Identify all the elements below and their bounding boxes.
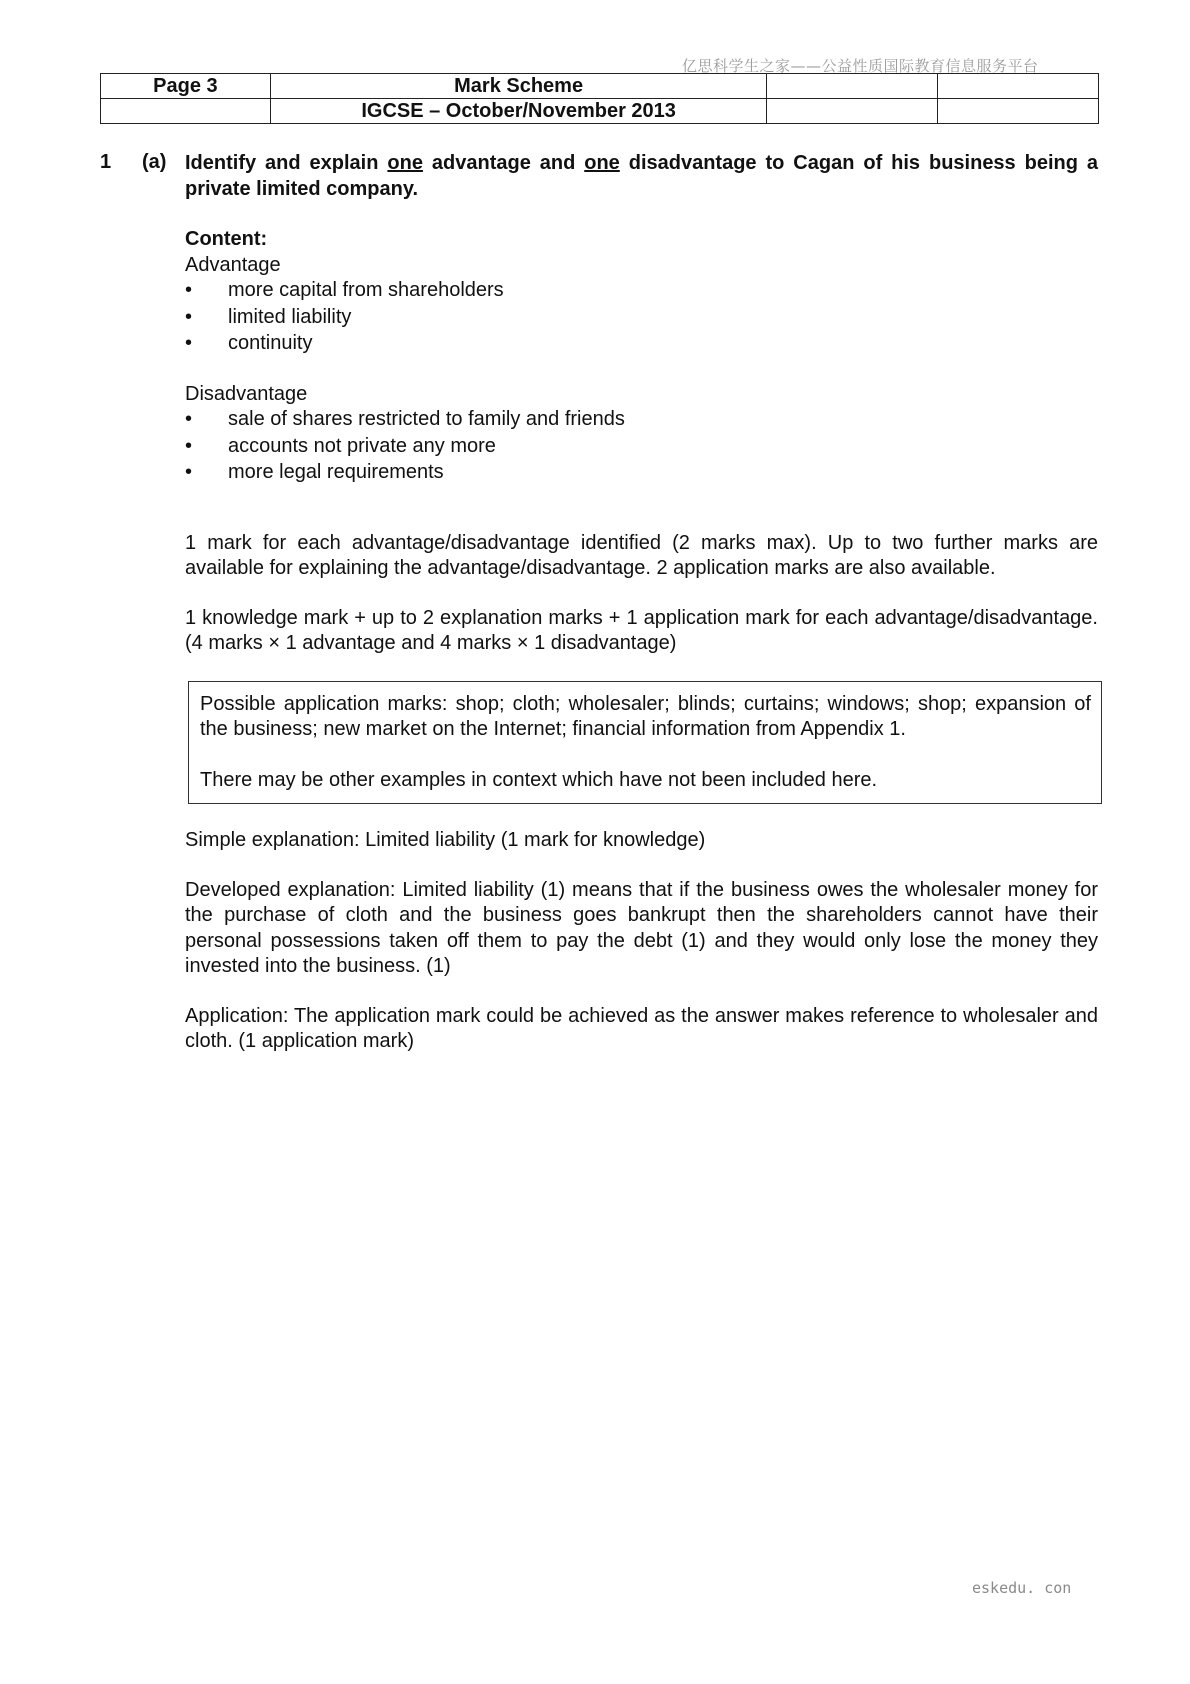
header-empty-cell — [938, 99, 1099, 124]
header-empty-cell — [767, 74, 938, 99]
emphasis-one: one — [387, 152, 423, 174]
header-table — [100, 73, 1099, 124]
content-heading: Content: — [185, 228, 268, 250]
emphasis-one: one — [584, 152, 620, 174]
list-item: • more legal requirements — [185, 460, 1098, 487]
header-title: Mark Scheme — [270, 74, 767, 99]
watermark-bottom: eskedu. con — [972, 1579, 1072, 1597]
header-empty-cell — [767, 99, 938, 124]
application-explanation: Application: The application mark could be achieved as the answer makes reference to wholesaler and cloth. (1 application mark) — [185, 1004, 1098, 1052]
header-empty-cell — [938, 74, 1099, 99]
advantage-heading: Advantage — [185, 253, 281, 276]
list-item: • accounts not private any more — [185, 434, 1098, 461]
page-number: Page 3 — [101, 74, 271, 99]
watermark-top: 亿思科学生之家——公益性质国际教育信息服务平台 — [682, 57, 1039, 75]
header-subtitle: IGCSE – October/November 2013 — [270, 99, 767, 124]
list-item: • sale of shares restricted to family and friends — [185, 407, 1098, 434]
developed-explanation: Developed explanation: Limited liability (1) means that if the business owes the wholesaler money for the purchase of cloth and the business goes bankrupt then the shareholders cannot have their personal possessions taken off them to pay the debt (1) and they would only lose the money they invested into the business. (1) — [185, 878, 1098, 977]
question-text: Identify and explain one advantage and one disadvantage to Cagan of his business being a private limited company. — [185, 152, 1098, 200]
question-content — [185, 151, 1098, 1055]
disadvantage-list — [185, 407, 1098, 487]
question-number: 1 — [100, 151, 112, 173]
advantage-list — [185, 278, 1098, 358]
header-empty-cell — [101, 99, 271, 124]
application-marks-list: Possible application marks: shop; cloth; wholesaler; blinds; curtains; windows; shop; expansion of the business; new market on the Internet; financial information from Appendix 1. — [200, 692, 1091, 740]
mark-allocation: 1 knowledge mark + up to 2 explanation marks + 1 application mark for each advantage/disadvantage. (4 marks × 1 advantage and 4 marks × 1 disadvantage) — [185, 606, 1098, 654]
list-item: • more capital from shareholders — [185, 278, 1098, 305]
list-item: • continuity — [185, 331, 1098, 358]
application-marks-note: There may be other examples in context which have not been included here. — [200, 768, 878, 791]
marking-guidance: 1 mark for each advantage/disadvantage identified (2 marks max). Up to two further marks are available for explaining the advantage/disadvantage. 2 application marks are also available. — [185, 531, 1098, 579]
simple-explanation: Simple explanation: Limited liability (1 mark for knowledge) — [185, 829, 706, 851]
disadvantage-heading: Disadvantage — [185, 382, 308, 405]
application-marks-box — [188, 681, 1102, 805]
list-item: • limited liability — [185, 305, 1098, 332]
question-part: (a) — [142, 151, 167, 173]
